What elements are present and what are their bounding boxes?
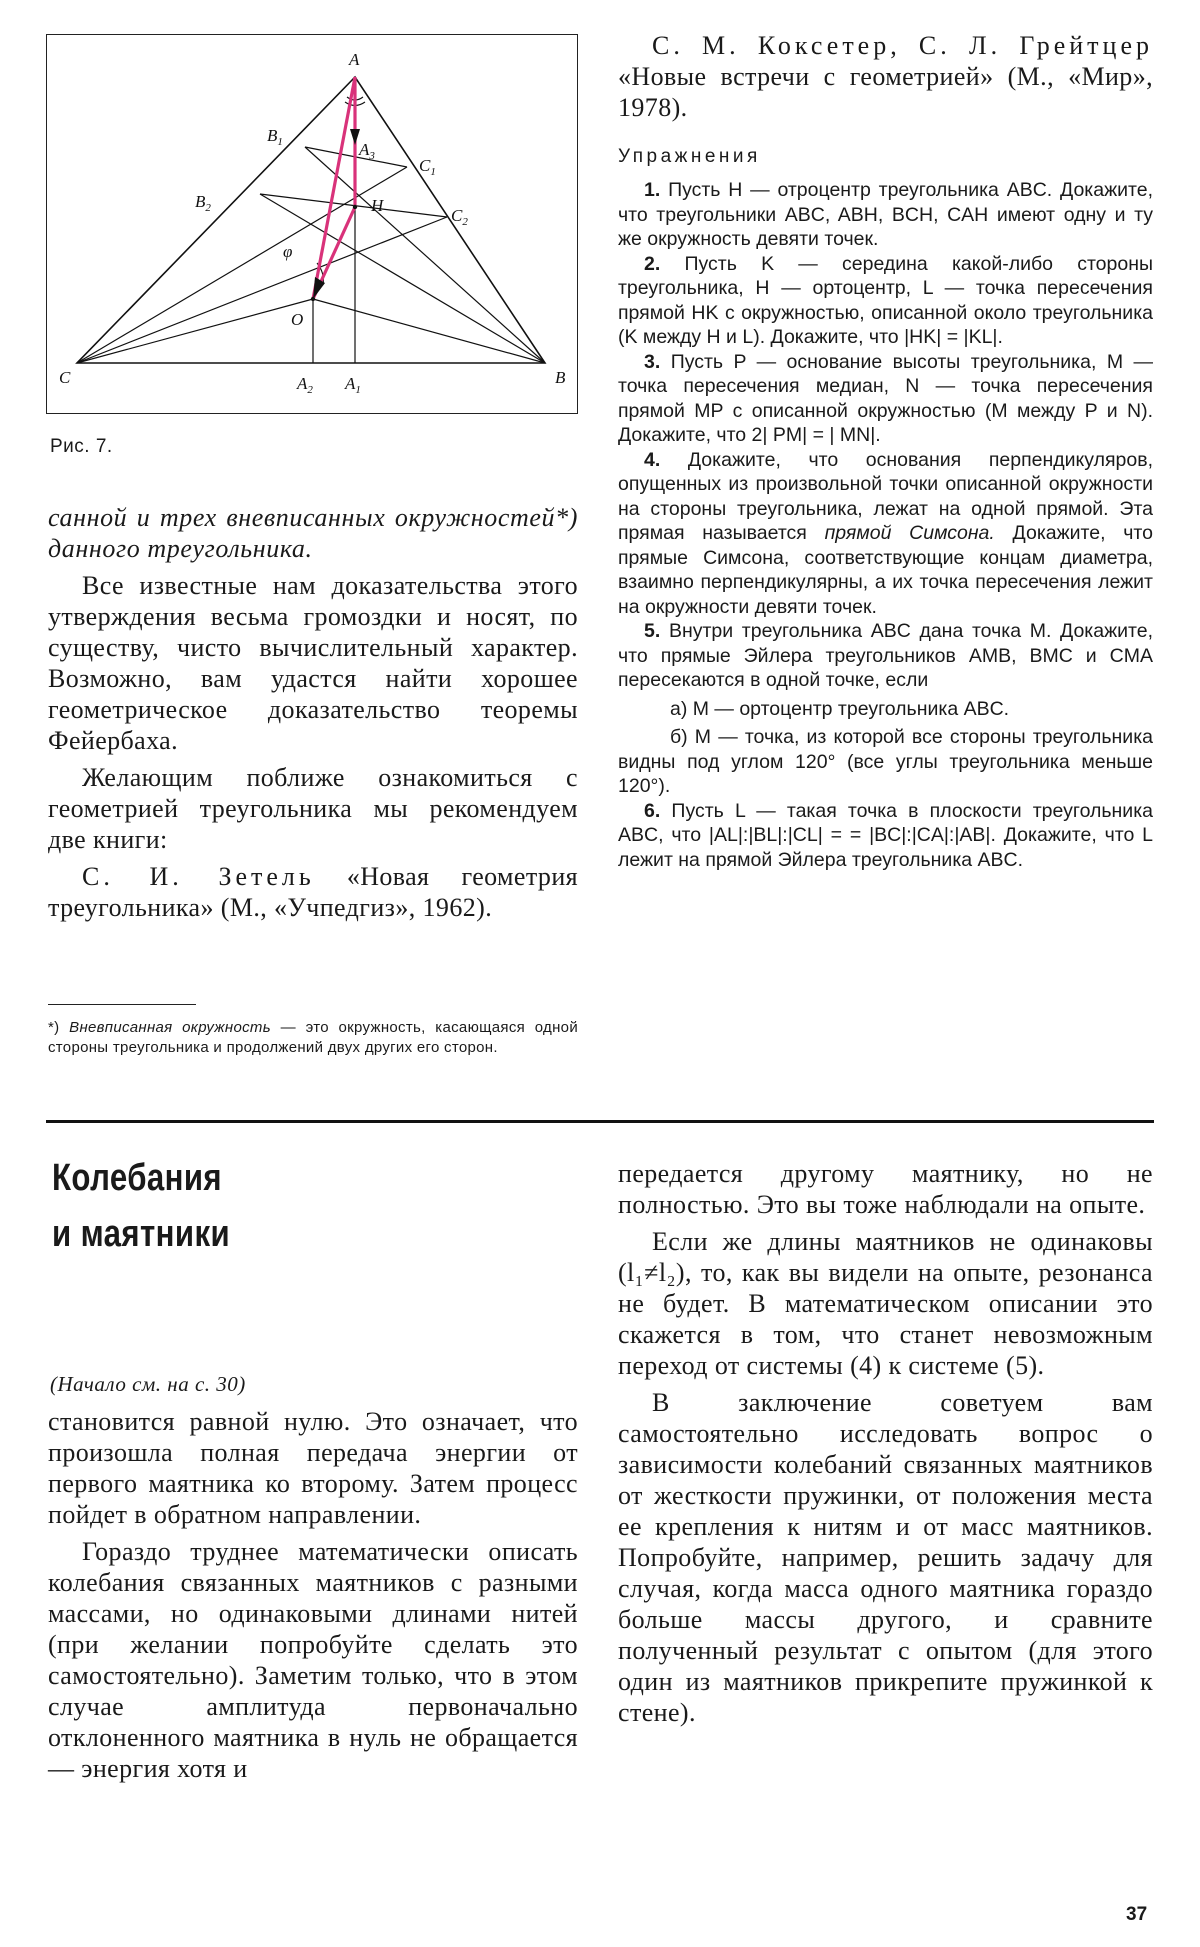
label-c1: $C_1$ [419,156,436,178]
label-o: O [291,310,304,329]
footnote-marker: *) [48,1019,60,1036]
reference-title: «Новая геометрия треугольника» (М., «Учпедгиз», 1962). [48,862,578,922]
footnote [48,1018,578,1058]
point-h [353,205,357,209]
triangle-diagram [47,35,577,413]
paragraph-proofs: Все известные нам доказательства этого утверждения весьма громоздки и носят, по существу, чисто вычислительный характер. Возможно, вам удастся найти хорошее геометрическое доказательство теоремы Фейербаха. [48,571,578,755]
exercises-list [618,178,1153,872]
label-a2: $A_2$ [297,374,313,396]
line-c-o [77,299,313,363]
paragraph-books: Желающим поближе ознакомиться с геометрией треугольника мы рекомендуем две книги: [48,763,578,854]
label-b2: $B_2$ [195,192,211,214]
article-title-line: и маятники [52,1213,231,1255]
label-a3: $A_3$ [359,140,375,162]
exercise-item: 2. Пусть K — середина какой-либо стороны треугольника, H — ортоцентр, L — точка пересечения прямой HK с окружностью, описанной около треугольника (K между H и L). Докажите, что |HK| = |KL|. [618,252,1154,348]
exercises-heading: Упражнения [618,146,761,167]
exercise-item: 4. Докажите, что основания перпендикуляров, опущенных из произвольной точки описанной окружности на стороны треугольника, лежат на одной прямой. Эта прямая называется прямой Симсона. Докажите, что прямые Симсона, соответствующие концам диаметра, взаимно перпендикулярны, а их точка пересечения лежит на окружности девяти точек. [618,448,1153,618]
exercise-item: 1. Пусть H — отроцентр треугольника ABC. Докажите, что треугольники ABC, ABH, BCH, CAH имеют одну и ту же окружность девяти точек. [618,179,1154,250]
article-title-line: Колебания [52,1157,223,1199]
magenta-line-a-o [313,77,355,299]
exercise-item: 5. Внутри треугольника ABC дана точка M. Докажите, что прямые Эйлера треугольников AMB, BMC и CMA пересекаются в одной точке, если [618,620,1153,691]
reference-title: «Новые встречи с геометрией» (М., «Мир», 1978). [618,62,1153,122]
line-c-c1 [77,167,407,363]
paragraph: Если же длины маятников не одинаковы (l₁≠l₂), то, как вы видели на опыте, резонанса не будет. В математическом описании это скажется в том, что станет невозможным переход от системы (4) к системе (5). [618,1227,1153,1380]
article-right-column [618,1158,1153,1728]
line-c-c2 [77,217,447,363]
article-left-column [48,1406,578,1784]
reference-author: С. И. Зетель [82,862,315,891]
paragraph: Гораздо труднее математически описать колебания связанных маятников с разными массами, но одинаковыми длинами нитей (при желании попробуйте сделать это самостоятельно). Заметим только, что в этом случае амплитуда первоначально отклоненного маятника в нуль не обращается — энергия хотя и [48,1537,578,1783]
footnote-term: Вневписанная окружность [69,1019,271,1036]
label-b1: $B_1$ [267,126,283,148]
reference-author: С. М. Коксетер, С. Л. Грейтцер [652,31,1153,60]
reference-zetel [48,861,578,923]
line-b-b2 [260,194,545,363]
exercise-subitem: а) M — ортоцентр треугольника ABC. [670,697,1010,720]
label-c2: $C_2$ [451,206,468,228]
label-b: B [555,368,566,387]
paragraph: В заключение советуем вам самостоятельно исследовать вопрос о зависимости колебаний связанных маятников от жесткости пружинки, от положения места ее крепления к нитям и от масс маятников. Попробуйте, например, решить задачу для случая, когда масса одного маятника гораздо больше массы другого, и сравните полученный результат с опытом (для этого один из маятников прикрепите пружинкой к стене). [618,1388,1153,1727]
paragraph: передается другому маятнику, но не полностью. Это вы тоже наблюдали на опыте. [618,1159,1153,1219]
label-c: C [59,368,71,387]
figure-caption: Рис. 7. [50,436,113,457]
triangle-abc [77,77,545,363]
article-title [52,1150,230,1262]
footnote-rule [48,1004,196,1005]
left-column-top [48,502,578,923]
section-divider [46,1120,1154,1123]
exercise-item: 6. Пусть L — такая точка в плоскости треугольника ABC, что |AL|:|BL|:|CL| = = |BC|:|CA|:|AB|. Докажите, что L лежит на прямой Эйлера треугольника ABC. [618,799,1154,871]
continuation-note: (Начало см. на с. 30) [50,1372,246,1396]
line-b-b1 [305,147,545,363]
label-h: H [371,196,384,215]
footnote-text: — это окружность, касающаяся одной стороны треугольника и продолжений двух других его сторон. [48,1019,579,1056]
exercise-subitem: б) M — точка, из которой все стороны треугольника видны под углом 120° (все углы треугольника меньше 120°). [618,726,1153,797]
label-phi: φ [283,242,293,261]
term-simson-line: прямой Симсона. [824,522,995,544]
figure-7 [46,34,578,414]
reference-coxeter [618,30,1153,123]
label-a1: $A_1$ [345,374,361,396]
paragraph-lead: санной и трех вневписанных окружностей*) данного треугольника. [48,503,578,563]
paragraph: становится равной нулю. Это означает, что произошла полная передача энергии от первого маятника ко второму. Затем процесс пойдет в обратном направлении. [48,1407,578,1529]
point-o [311,297,315,301]
label-a: A [349,50,360,69]
page-number: 37 [1126,1904,1148,1925]
exercise-item: 3. Пусть P — основание высоты треугольника, M — точка пересечения медиан, N — точка пересечения прямой MP с описанной окружностью (M между P и N). Докажите, что 2| PM| = | MN|. [618,350,1153,446]
